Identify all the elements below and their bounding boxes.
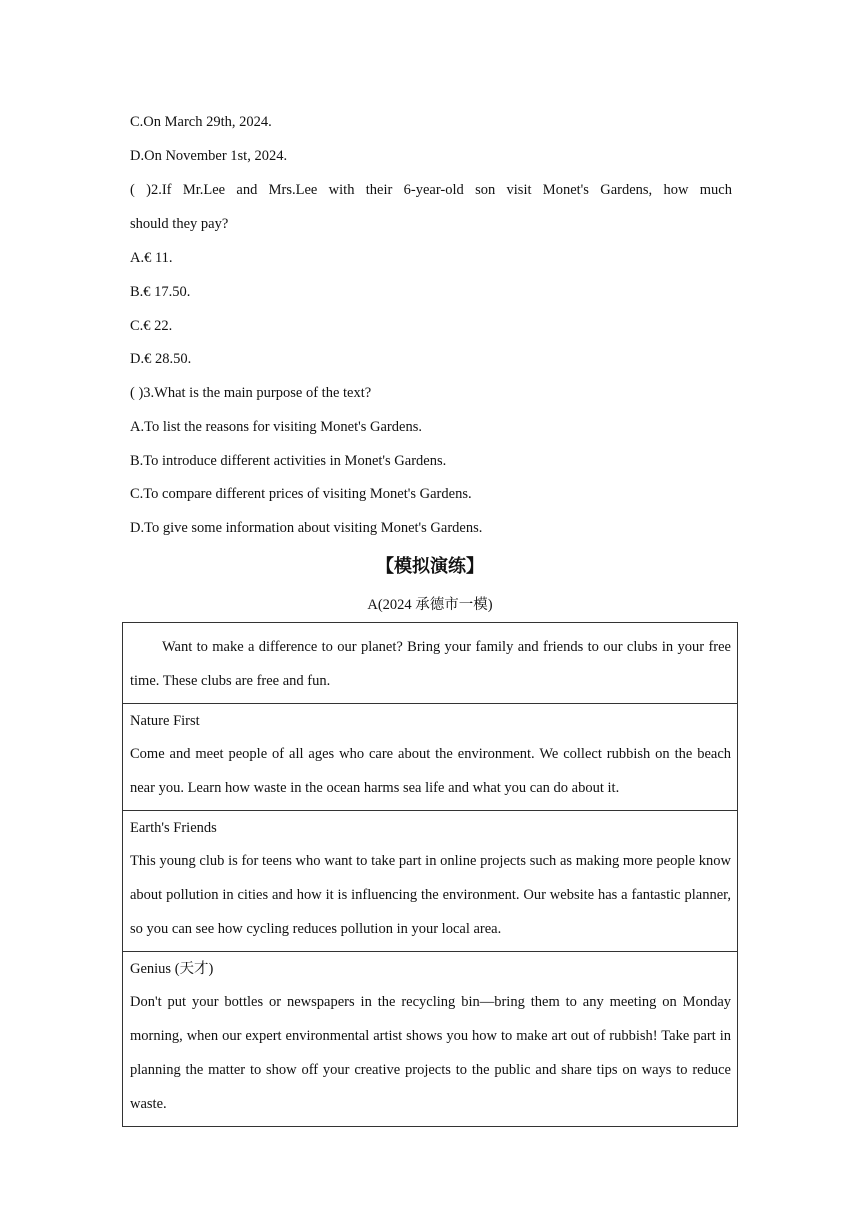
q2-option-b: B.€ 17.50. xyxy=(130,284,191,300)
q2-option-c: C.€ 22. xyxy=(130,318,173,334)
passage-intro-cell xyxy=(123,623,738,704)
q3-stem: ( )3.What is the main purpose of the text? xyxy=(130,385,372,401)
club-cell xyxy=(123,811,738,952)
section-heading: 【模拟演练】 xyxy=(376,556,484,577)
q3-option-c: C.To compare different prices of visiting Monet's Gardens. xyxy=(130,486,472,502)
club-description: This young club is for teens who want to take part in online projects such as making more people know about pollution in cities and how it is influencing the environment. Our website has a fantastic planner, so you can see how cycling reduces pollution in your local area. xyxy=(130,853,731,937)
passage-table xyxy=(122,622,738,1127)
club-description: Don't put your bottles or newspapers in the recycling bin—bring them to any meeting on Monday morning, when our expert environmental artist shows you how to make art out of rubbish! Take part in planning the matter to show off your creative projects to the public and share tips on ways to reduce waste. xyxy=(130,994,731,1112)
club-row xyxy=(123,952,738,1127)
club-row xyxy=(123,811,738,952)
q2-option-a: A.€ 11. xyxy=(130,250,173,266)
q3-option-a: A.To list the reasons for visiting Monet's Gardens. xyxy=(130,419,422,435)
q2-option-d: D.€ 28.50. xyxy=(130,351,192,367)
club-name: Genius (天才) xyxy=(130,961,214,977)
club-name: Nature First xyxy=(130,713,200,729)
passage-intro: Want to make a difference to our planet? Bring your family and friends to our clubs in your free time. These clubs are free and fun. xyxy=(130,639,731,689)
section-subheading: A(2024 承德市一模) xyxy=(367,597,493,613)
q3-option-d: D.To give some information about visiting Monet's Gardens. xyxy=(130,520,483,536)
q1-option-c: C.On March 29th, 2024. xyxy=(130,114,272,130)
passage-intro-row xyxy=(123,623,738,704)
club-row xyxy=(123,704,738,811)
club-cell xyxy=(123,952,738,1127)
q2-stem-line2: should they pay? xyxy=(130,216,229,232)
club-description: Come and meet people of all ages who care about the environment. We collect rubbish on the beach near you. Learn how waste in the ocean harms sea life and what you can do about it. xyxy=(130,746,731,796)
q1-option-d: D.On November 1st, 2024. xyxy=(130,148,288,164)
q3-option-b: B.To introduce different activities in Monet's Gardens. xyxy=(130,453,447,469)
club-cell xyxy=(123,704,738,811)
club-name: Earth's Friends xyxy=(130,820,217,836)
q2-stem-line1: ( )2.If Mr.Lee and Mrs.Lee with their 6-year-old son visit Monet's Gardens, how much xyxy=(130,182,732,198)
